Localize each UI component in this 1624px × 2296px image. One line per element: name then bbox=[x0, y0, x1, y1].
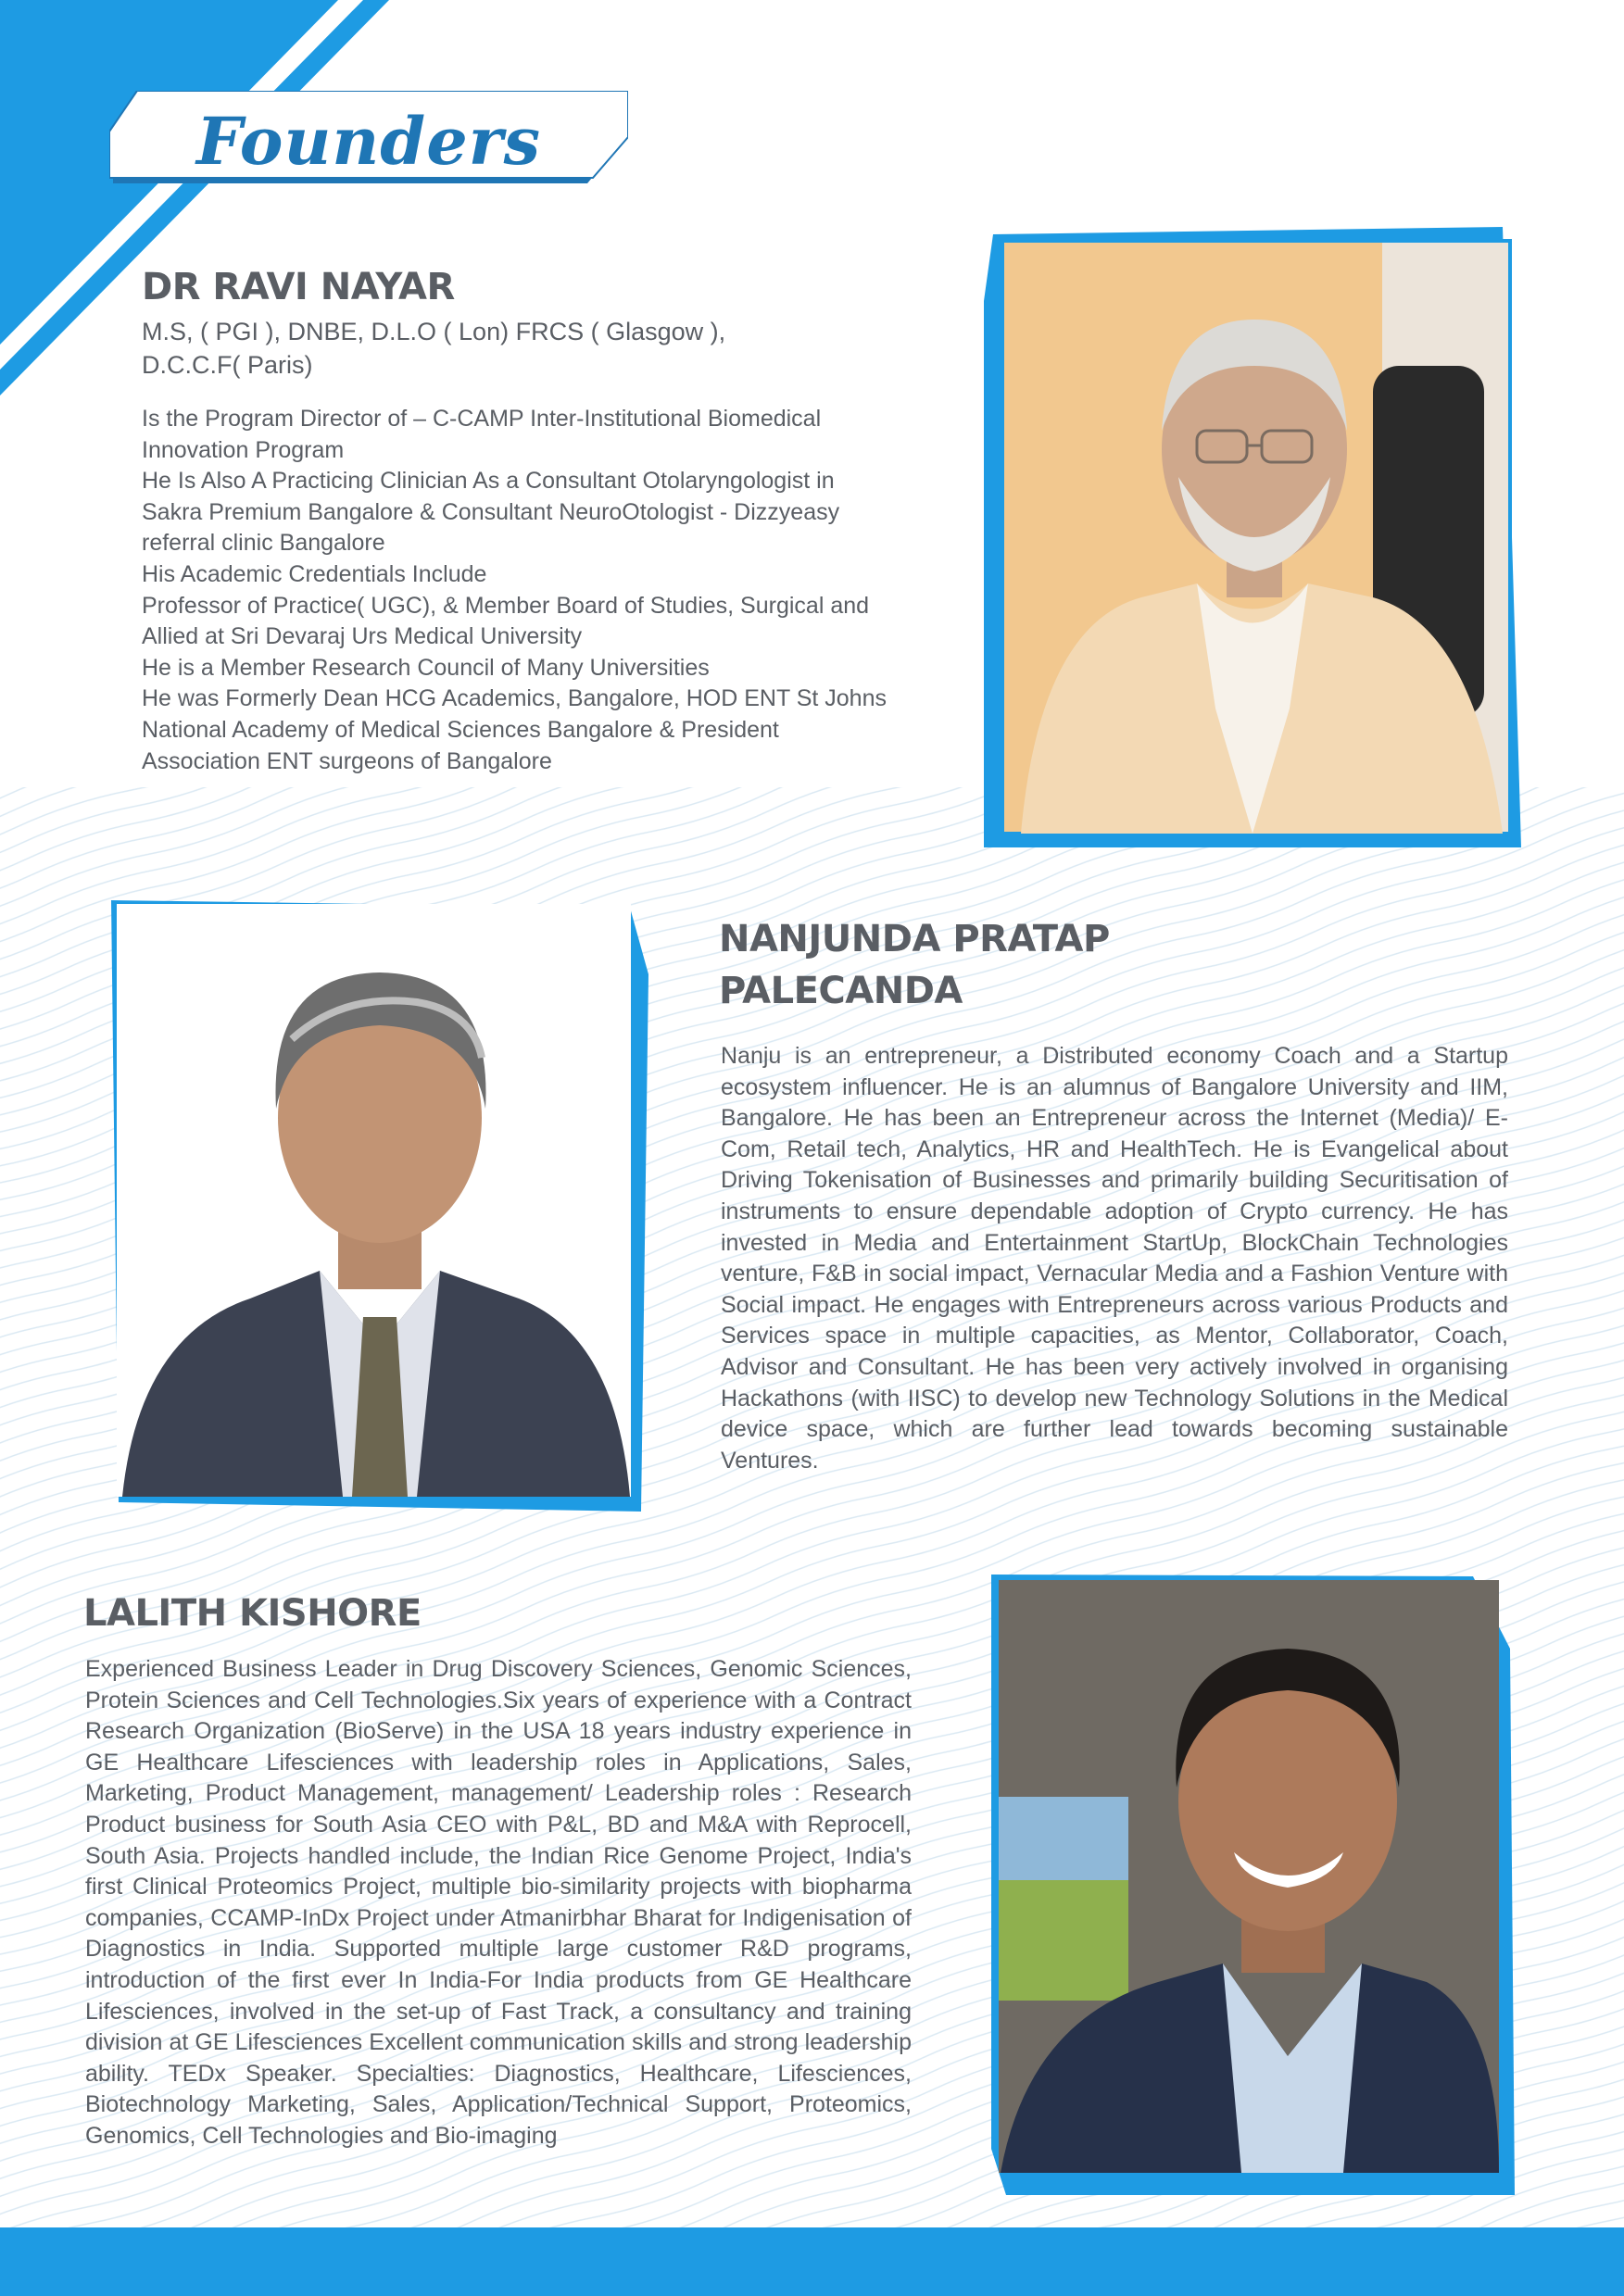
founder-name-line: NANJUNDA PRATAP bbox=[719, 918, 1110, 960]
bio-line: Professor of Practice( UGC), & Member Board of Studies, Surgical and bbox=[142, 592, 870, 619]
bio-line: National Academy of Medical Sciences Bangalore & President bbox=[142, 716, 779, 743]
founder-name-line: PALECANDA bbox=[719, 970, 963, 1012]
founder-name bbox=[83, 1587, 422, 1639]
bio-line: He is a Member Research Council of Many Universities bbox=[142, 654, 710, 681]
page-title: Founders bbox=[195, 102, 542, 180]
credential-line: M.S, ( PGI ), DNBE, D.L.O ( Lon) FRCS ( Glasgow ), bbox=[142, 318, 726, 345]
bio-line: Is the Program Director of – C-CAMP Inter-Institutional Biomedical bbox=[142, 406, 822, 432]
founder-bio: Nanju is an entrepreneur, a Distributed economy Coach and a Startup ecosystem influencer. He is an alumnus of Bangalore University and IIM, Bangalore. He has been an Entrepreneur across the Internet (Media)/ E-Com, Retail tech, Analytics, HR and HealthTech. He is Evangelical about Driving Tokenisation of Businesses and primarily building Securitisation of instruments to ensure dependable adoption of Crypto currency. He has invested in Media and Entertainment StartUp, BlockChain Technologies venture, F&B in social impact, Vernacular Media and a Fashion Venture with Social impact. He engages with Entrepreneurs across various Products and Services space in multiple capacities, as Mentor, Collaborator, Coach, Advisor and Consultant. He has been very actively involved in organising Hackathons (with IISC) to develop new Technology Solutions in the Medical device space, which are further lead towards becoming sustainable Ventures. bbox=[721, 1043, 1508, 1474]
founder-photo-lalith-kishore bbox=[991, 1575, 1515, 2195]
bio-line: Allied at Sri Devaraj Urs Medical University bbox=[142, 623, 583, 650]
founder-photo-ravi-nayar bbox=[984, 227, 1521, 847]
bio-line: Sakra Premium Bangalore & Consultant NeuroOtologist - Dizzyeasy bbox=[142, 498, 840, 525]
founder-photo-nanjunda-pratap bbox=[111, 900, 648, 1512]
bio-line: Innovation Program bbox=[142, 436, 345, 463]
bio-line: He was Formerly Dean HCG Academics, Bangalore, HOD ENT St Johns bbox=[142, 685, 887, 712]
founder-bio bbox=[142, 404, 938, 777]
bio-line: He Is Also A Practicing Clinician As a Consultant Otolaryngologist in bbox=[142, 468, 835, 495]
founder-name-text: DR RAVI NAYAR bbox=[142, 266, 455, 308]
founder-credentials bbox=[142, 315, 809, 382]
bio-line: His Academic Credentials Include bbox=[142, 560, 487, 587]
founder-bio: Experienced Business Leader in Drug Discovery Sciences, Genomic Sciences, Protein Sciences and Cell Technologies.Six years of experience with a Contract Research Organization (BioServe) in the USA 18 years industry experience in GE Healthcare Lifesciences with leadership roles in Applications, Sales, Marketing, Product Management, management/ Leadership roles : Research Product business for South Asia CEO with P&L, BD and M&A with Reprocell, South Asia. Projects handled include, the Indian Rice Genome Project, India's first Clinical Proteomics Project, multiple bio-similarity projects with biopharma companies, CCAMP-InDx Project under Atmanirbhar Bharat for Indigenisation of Diagnostics in India. Supported multiple large customer R&D programs, introduction of the first ever In India-For India products from GE Healthcare Lifesciences, involved in the set-up of Fast Track, a consultancy and training division at GE Lifesciences Excellent communication skills and strong leadership ability. TEDx Speaker. Specialties: Diagnostics, Healthcare, Lifesciences, Biotechnology Marketing, Sales, Application/Technical Support, Proteomics, Genomics, Cell Technologies and Bio-imaging bbox=[85, 1656, 912, 2149]
founder-name bbox=[142, 261, 455, 313]
credential-line: D.C.C.F( Paris) bbox=[142, 351, 313, 379]
bio-line: referral clinic Bangalore bbox=[142, 530, 385, 557]
bio-line: Association ENT surgeons of Bangalore bbox=[142, 747, 552, 774]
founder-name-text: LALITH KISHORE bbox=[83, 1592, 422, 1635]
founder-name bbox=[719, 913, 1110, 1017]
